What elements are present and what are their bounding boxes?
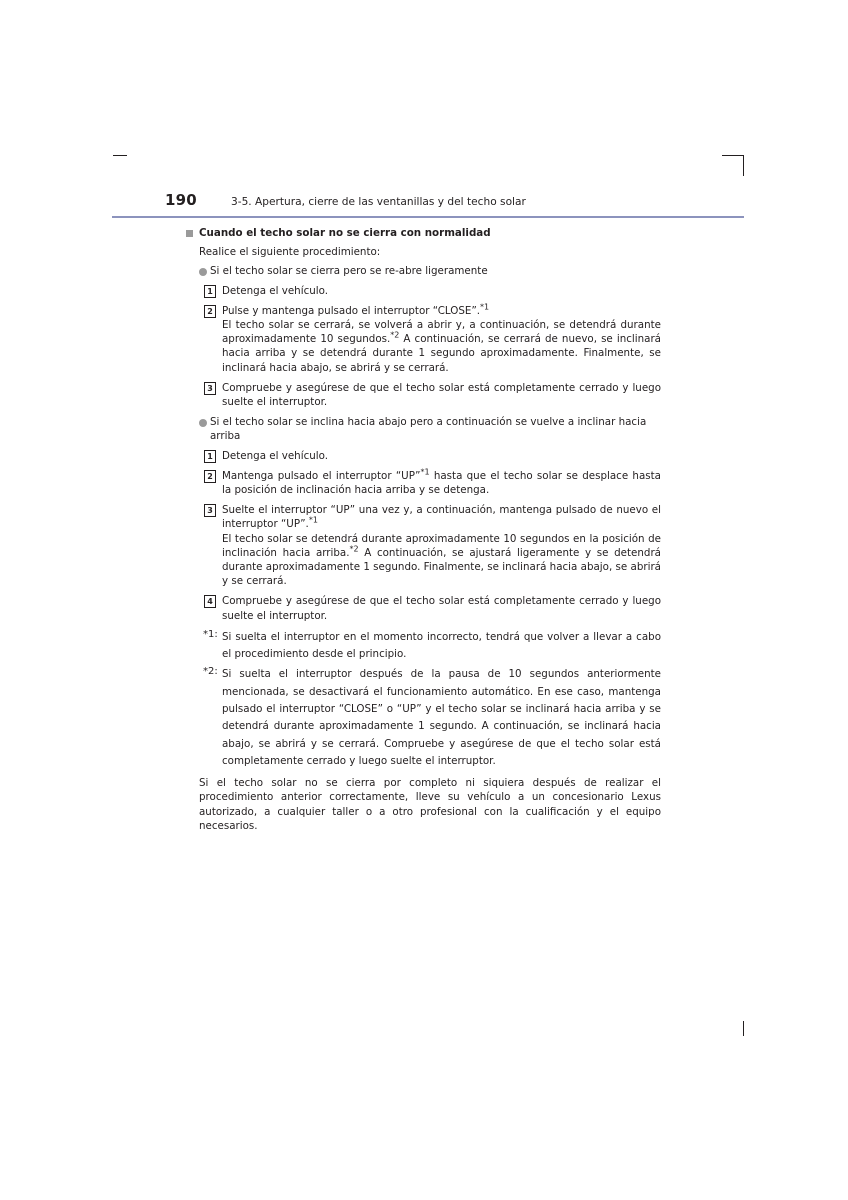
header-rule — [112, 216, 744, 218]
step-text: Detenga el vehículo. — [222, 284, 329, 297]
footnote-1 — [183, 629, 661, 664]
footnote-mark-text: *2 — [203, 666, 215, 678]
case-2-step-4 — [183, 594, 661, 622]
step-text: El techo solar se cerrará, se volverá a abrir y, a continuación, se detendrá durante aproximadamente 10 segundos. — [222, 319, 661, 346]
square-bullet-icon — [186, 230, 193, 237]
step-text: Compruebe y asegúrese de que el techo solar está completamente cerrado y luego suelte el interruptor. — [222, 595, 661, 622]
footnote-mark: *1: — [203, 628, 218, 640]
step-text: A continuación, se cerrará de nuevo, se inclinará hacia arriba y se detendrá durante 1 segundo aproximadamente. Finalmente, se inclinará hacia abajo, se abrirá y se cerrará. — [222, 333, 661, 374]
footnote-ref: *2 — [349, 544, 359, 554]
step-text: hasta que el techo solar se desplace hasta la posición de inclinación hacia arriba y se detenga. — [222, 469, 661, 497]
content-body — [183, 226, 661, 833]
crop-mark-bottom-right — [743, 1021, 744, 1036]
step-number-badge: 1 — [204, 285, 216, 298]
crop-mark-top-left — [113, 155, 127, 156]
step-number-badge: 2 — [204, 305, 216, 318]
page-number: 190 — [165, 191, 197, 209]
footnote-mark-text: *1 — [203, 628, 215, 640]
step-number-badge: 3 — [204, 382, 216, 395]
step-text: Compruebe y asegúrese de que el techo solar está completamente cerrado y luego suelte el interruptor. — [222, 381, 661, 409]
footnote-ref: *1 — [308, 516, 318, 526]
step-body — [222, 532, 661, 589]
heading-text: Cuando el techo solar no se cierra con normalidad — [199, 227, 491, 239]
case-title-text: Si el techo solar se cierra pero se re-abre ligeramente — [210, 265, 488, 278]
step-number-badge: 1 — [204, 450, 216, 463]
step-text: A continuación, se ajustará ligeramente y se detendrá durante aproximadamente 1 segundo. Finalmente, se inclinará hacia abajo, se abrirá y se cerrará. — [222, 546, 661, 588]
step-body — [222, 318, 661, 375]
intro-text: Realice el siguiente procedimiento: — [199, 246, 381, 259]
step-text: Mantenga pulsado el interruptor “UP” — [222, 469, 421, 482]
case-1-step-1 — [183, 284, 661, 298]
round-bullet-icon — [199, 419, 207, 427]
footnote-ref: *2 — [390, 330, 400, 340]
case-title-text: Si el techo solar se inclina hacia abajo pero a continuación se vuelve a inclinar hacia arriba — [210, 416, 647, 443]
case-2-step-3 — [183, 503, 661, 588]
step-number-badge: 3 — [204, 504, 216, 517]
footnote-ref: *1 — [480, 302, 490, 312]
footnote-ref: *1 — [420, 467, 430, 477]
footnote-2 — [183, 666, 661, 770]
step-text: Detenga el vehículo. — [222, 449, 329, 462]
case-1-title — [183, 264, 661, 278]
step-number-badge: 4 — [204, 595, 216, 608]
closing-paragraph: Si el techo solar no se cierra por completo ni siquiera después de realizar el procedimiento anterior correctamente, lleve su vehículo a un concesionario Lexus autorizado, a cualquier taller o a otro profesional con la cualificación y el equipo necesarios. — [199, 777, 661, 832]
case-2-step-1 — [183, 449, 661, 463]
case-1-step-3 — [183, 381, 661, 409]
crop-mark-top-right-h — [722, 155, 744, 156]
section-heading — [183, 226, 661, 240]
step-text: El techo solar se detendrá durante aproximadamente 10 segundos en la posición de inclinación hacia arriba. — [222, 532, 661, 559]
footnote-mark: *2: — [203, 666, 218, 678]
footnote-text: Si suelta el interruptor después de la pausa de 10 segundos anteriormente mencionada, se desactivará el funcionamiento automático. En ese caso, mantenga pulsado el interruptor “CLOSE” o “UP” y el techo solar se inclinará hacia arriba y se detendrá durante aproximadamente 1 segundo. A continuación, se inclinará hacia abajo, se abrirá y se cerrará. Compruebe y asegúrese de que el techo solar está completamente cerrado y luego suelte el interruptor. — [222, 668, 661, 767]
step-line — [222, 503, 661, 531]
case-1-step-2 — [183, 304, 661, 375]
footnote-text: Si suelta el interruptor en el momento incorrecto, tendrá que volver a llevar a cabo el procedimiento desde el principio. — [222, 630, 661, 661]
case-2-title — [183, 415, 661, 443]
step-text: Pulse y mantenga pulsado el interruptor “CLOSE”. — [222, 304, 481, 317]
step-text: Suelte el interruptor “UP” una vez y, a continuación, mantenga pulsado de nuevo el interruptor “UP”. — [222, 504, 661, 531]
crop-mark-top-right-v — [743, 155, 744, 176]
case-2-step-2 — [183, 469, 661, 497]
section-title: 3-5. Apertura, cierre de las ventanillas y del techo solar — [231, 196, 526, 208]
round-bullet-icon — [199, 268, 207, 276]
step-line — [222, 304, 661, 318]
step-number-badge: 2 — [204, 470, 216, 483]
